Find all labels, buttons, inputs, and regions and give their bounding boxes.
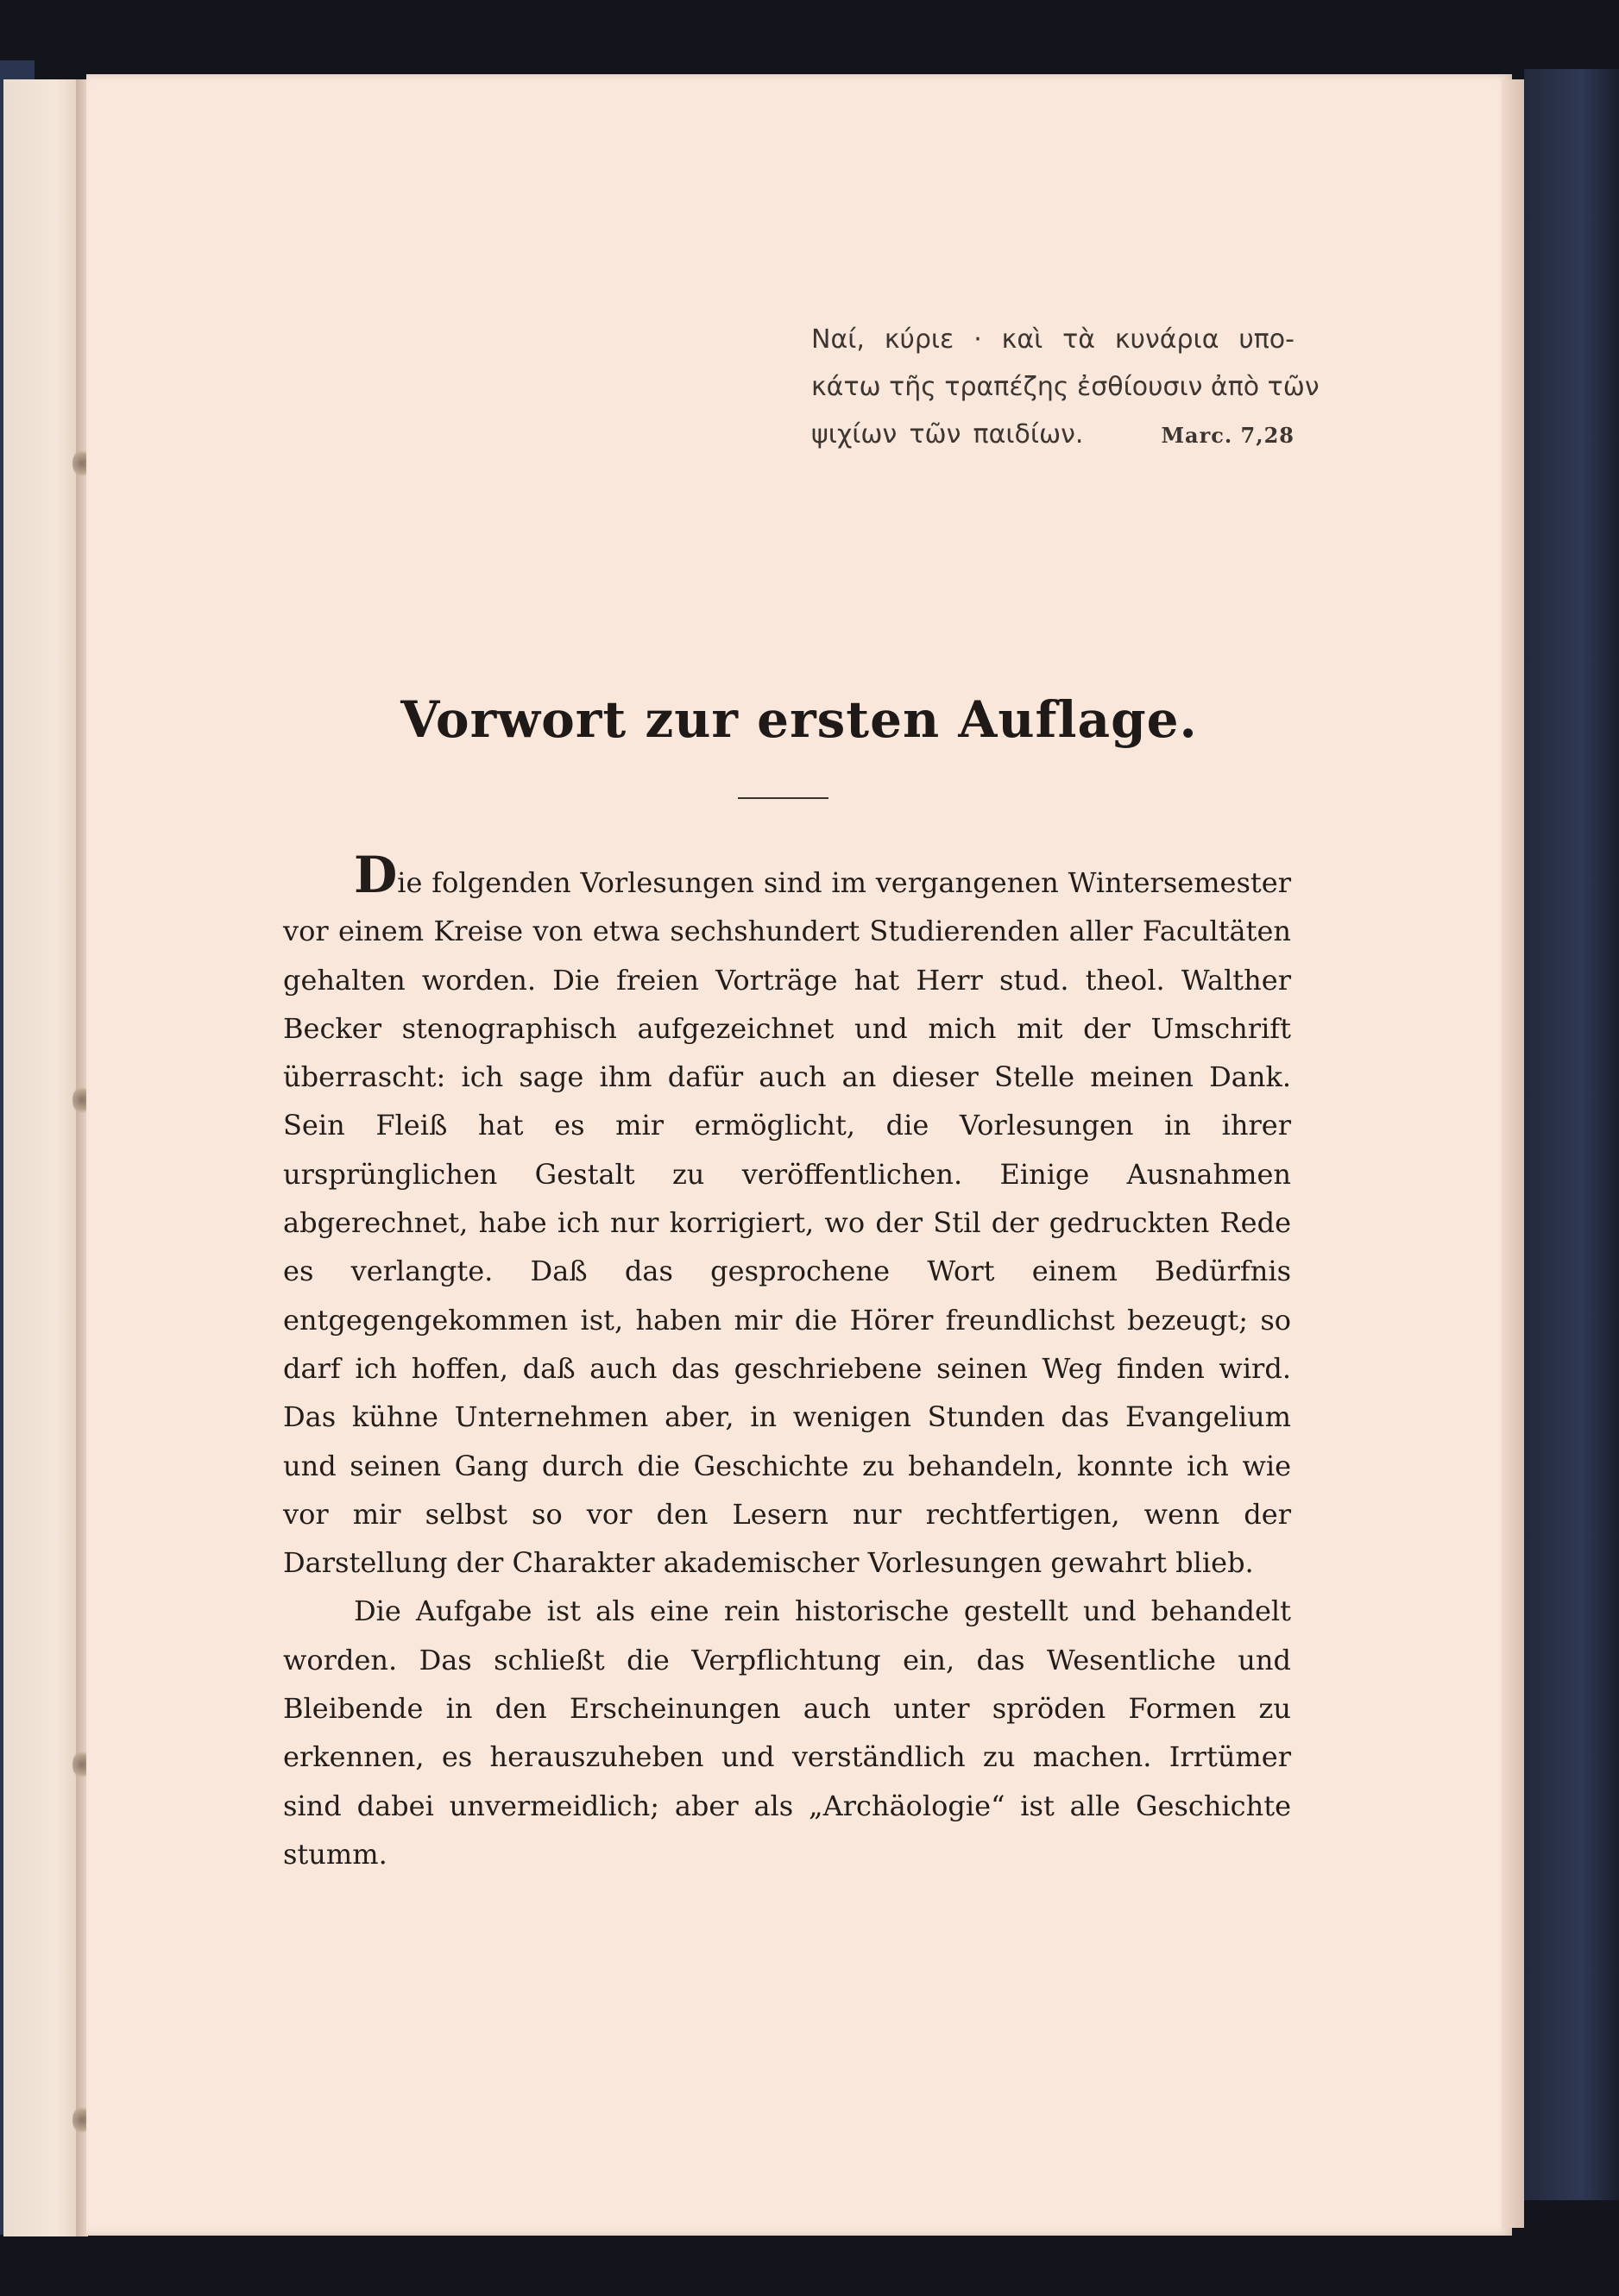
- page-fore-edge: [1502, 79, 1524, 2228]
- epigraph-line: κάτω τῆς τραπέζης ἐσθίουσιν ἀπὸ τῶν: [811, 372, 1320, 402]
- epigraph-reference: Marc. 7,28: [1161, 423, 1295, 448]
- epigraph: [811, 316, 1320, 459]
- title-divider: [738, 797, 828, 799]
- epigraph-line-last: [811, 411, 1295, 459]
- facing-page-edge: [3, 79, 78, 2236]
- book-cover-right: [1524, 69, 1619, 2200]
- paragraph: Die folgenden Vorlesungen sind im vergangenen Wintersemester vor einem Kreise von etwa sechshundert Studierenden aller Facultäten gehalten worden. Die freien Vorträge hat Herr stud. theol. Walther Becker stenographisch aufgezeichnet und mich mit der Umschrift überrascht: ich sage ihm dafür auch an dieser Stelle meinen Dank. Sein Fleiß hat es mir ermöglicht, die Vorlesungen in ihrer ursprünglichen Gestalt zu veröffentlichen. Einige Ausnahmen abgerechnet, habe ich nur korrigiert, wo der Stil der gedruckten Rede es verlangte. Daß das gesprochene Wort einem Bedürfnis entgegengekommen ist, haben mir die Hörer freundlichst bezeugt; so darf ich hoffen, daß auch das geschriebene seinen Weg finden wird. Das kühne Unternehmen aber, in wenigen Stunden das Evangelium und seinen Gang durch die Geschichte zu behandeln, konnte ich wie vor mir selbst so vor den Lesern nur rechtfertigen, wenn der Darstellung der Charakter akademischer Vorlesungen gewahrt blieb.: [283, 846, 1291, 1580]
- page-title: Vorwort zur ersten Auflage.: [400, 690, 1198, 749]
- epigraph-line-text: ψιχίων τῶν παιδίων.: [811, 419, 1084, 450]
- epigraph-line: Ναί, κύριε · καὶ τὰ κυνάρια υπο-: [811, 324, 1295, 355]
- body-text: [283, 846, 1291, 1878]
- paragraph: Die Aufgabe ist als eine rein historische gestellt und behandelt worden. Das schließt die Verpflichtung ein, das Wesentliche und Bleibende in den Erscheinungen auch unter spröden Formen zu erkennen, es herauszuheben und verständlich zu machen. Irrtümer sind dabei unvermeidlich; aber als „Archäologie“ ist alle Geschichte stumm.: [283, 1595, 1291, 1871]
